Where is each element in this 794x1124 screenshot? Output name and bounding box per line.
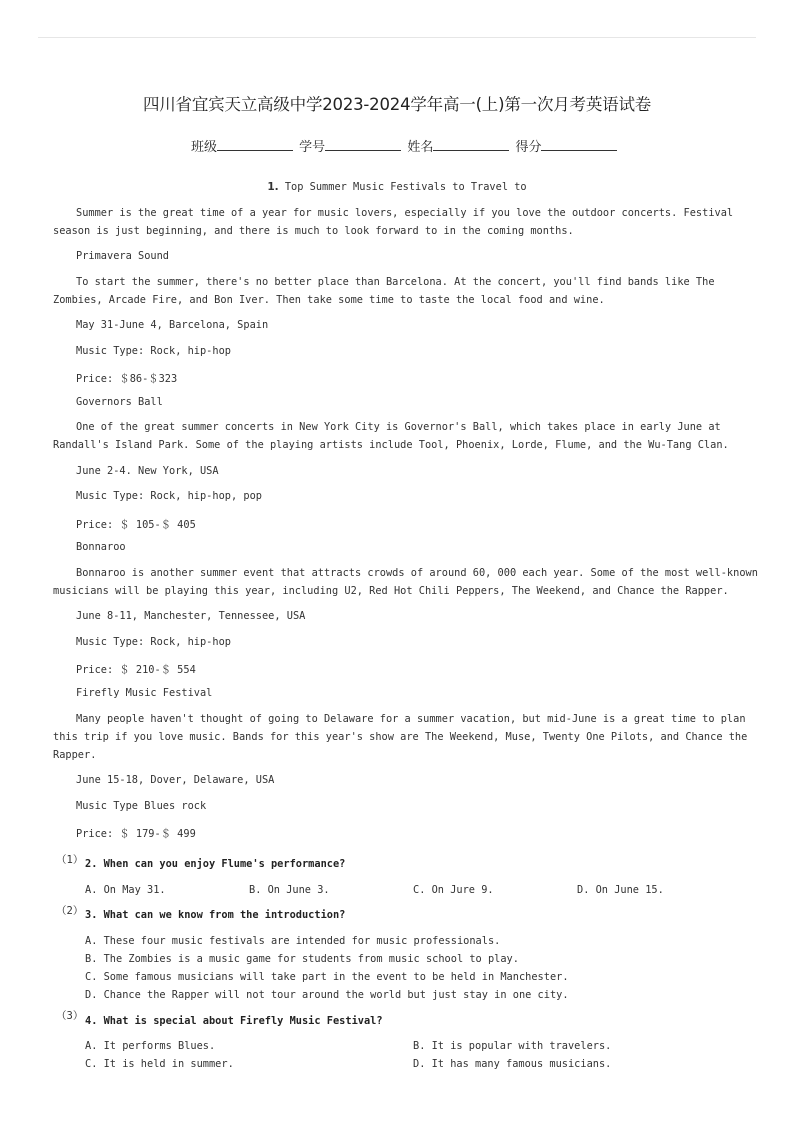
festival-desc-line: Rapper.	[53, 749, 97, 761]
festival-name: Governors Ball	[76, 396, 163, 408]
festival-name: Primavera Sound	[76, 250, 169, 262]
festival-type: Music Type Blues rock	[76, 800, 207, 812]
intro-line: Summer is the great time of a year for music lovers, especially if you love the outdoor concerts. Festival	[76, 207, 734, 219]
festival-price: Price: ＄ 179-＄ 499	[76, 828, 196, 840]
festival-desc-line: Bonnaroo is another summer event that attracts crowds of around 60, 000 each year. Some of the most well-known	[76, 567, 758, 579]
answer-option[interactable]: B. It is popular with travelers.	[413, 1040, 612, 1052]
subquestion-label: （2）	[56, 905, 84, 917]
festival-desc-line: Zombies, Arcade Fire, and Bon Iver. Then take some time to taste the local food and wine.	[53, 294, 605, 306]
festival-desc-line: One of the great summer concerts in New York City is Governor's Ball, which takes place in early June at	[76, 421, 721, 433]
answer-option[interactable]: B. On June 3.	[249, 884, 330, 896]
festival-type: Music Type: Rock, hip-hop	[76, 345, 231, 357]
answer-option[interactable]: A. It performs Blues.	[85, 1040, 216, 1052]
answer-option[interactable]: D. Chance the Rapper will not tour around the world but just stay in one city.	[85, 989, 569, 1001]
festival-desc-line: Randall's Island Park. Some of the playing artists include Tool, Phoenix, Lorde, Flume, and the Wu-Tang Clan.	[53, 439, 729, 451]
field-blank-class[interactable]	[217, 137, 293, 151]
field-blank-id[interactable]	[325, 137, 401, 151]
field-label-class: 班级	[191, 140, 218, 155]
header-rule	[38, 37, 756, 38]
answer-option[interactable]: D. On June 15.	[577, 884, 664, 896]
answer-option[interactable]: C. It is held in summer.	[85, 1058, 234, 1070]
exam-title: 四川省宜宾天立高级中学2023-2024学年高一(上)第一次月考英语试卷	[142, 95, 652, 114]
festival-date: May 31-June 4, Barcelona, Spain	[76, 319, 269, 331]
festival-name: Firefly Music Festival	[76, 687, 213, 699]
festival-type: Music Type: Rock, hip-hop	[76, 636, 231, 648]
field-label-name: 姓名	[407, 140, 434, 155]
subquestion-label: （1）	[56, 854, 84, 866]
subquestion-stem: 2. When can you enjoy Flume's performance?	[85, 858, 346, 870]
passage-title	[0, 181, 794, 193]
answer-option[interactable]: B. The Zombies is a music game for students from music school to play.	[85, 953, 519, 965]
field-label-id: 学号	[299, 140, 326, 155]
subquestion-stem: 4. What is special about Firefly Music Festival?	[85, 1015, 383, 1027]
festival-name: Bonnaroo	[76, 541, 126, 553]
festival-desc-line: To start the summer, there's no better place than Barcelona. At the concert, you'll find bands like The	[76, 276, 715, 288]
festival-desc-line: this trip if you love music. Bands for this year's show are The Weekend, Muse, Twenty One Pilots, and Chance the	[53, 731, 748, 743]
field-blank-score[interactable]	[541, 137, 617, 151]
field-label-score: 得分	[515, 140, 542, 155]
answer-option[interactable]: C. On Jure 9.	[413, 884, 494, 896]
festival-desc-line: musicians will be playing this year, including U2, Red Hot Chili Peppers, The Weekend, and Chance the Rapper.	[53, 585, 729, 597]
festival-price: Price: ＄ 210-＄ 554	[76, 664, 196, 676]
festival-price: Price: ＄ 105-＄ 405	[76, 519, 196, 531]
answer-option[interactable]: A. These four music festivals are intended for music professionals.	[85, 935, 501, 947]
intro-line: season is just beginning, and there is much to look forward to in the coming months.	[53, 225, 574, 237]
field-blank-name[interactable]	[433, 137, 509, 151]
answer-option[interactable]: C. Some famous musicians will take part in the event to be held in Manchester.	[85, 971, 569, 983]
subquestion-stem: 3. What can we know from the introduction?	[85, 909, 346, 921]
festival-desc-line: Many people haven't thought of going to Delaware for a summer vacation, but mid-June is a great time to plan	[76, 713, 746, 725]
festival-price: Price: ＄86-＄323	[76, 373, 178, 385]
student-info-fields	[191, 136, 619, 155]
answer-option[interactable]: D. It has many famous musicians.	[413, 1058, 612, 1070]
festival-date: June 2-4. New York, USA	[76, 465, 219, 477]
festival-date: June 15-18, Dover, Delaware, USA	[76, 774, 275, 786]
question-number: 1.	[267, 181, 279, 193]
answer-option[interactable]: A. On May 31.	[85, 884, 166, 896]
passage-title-text: Top Summer Music Festivals to Travel to	[284, 181, 527, 193]
festival-type: Music Type: Rock, hip-hop, pop	[76, 490, 262, 502]
festival-date: June 8-11, Manchester, Tennessee, USA	[76, 610, 306, 622]
subquestion-label: （3）	[56, 1010, 84, 1022]
